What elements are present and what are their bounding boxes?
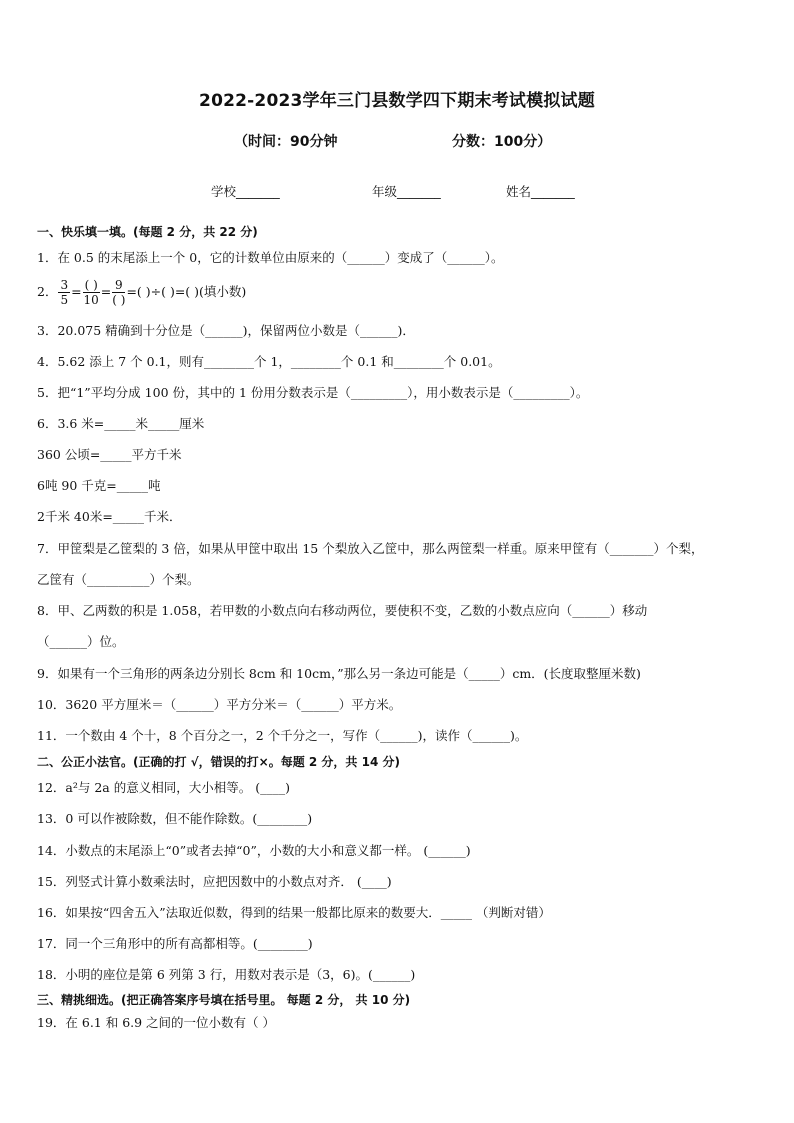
section-2-heading: 二、公正小法官。(正确的打 √，错误的打×。每题 2 分，共 14 分): [37, 755, 400, 769]
fraction-3: $\frac{9}{( )}$: [112, 278, 126, 307]
question-5: 5．把“1”平均分成 100 份，其中的 1 份用分数表示是（_________），用小数表示是（_________）。: [37, 385, 589, 400]
name-field: 姓名_______: [506, 184, 575, 199]
question-2-number: 2．: [37, 284, 58, 299]
question-9: 9．如果有一个三角形的两条边分别长 8cm 和 10cm，”那么另一条边可能是（_____）cm．(长度取整厘米数): [37, 666, 641, 681]
question-10: 10．3620 平方厘米＝（______）平方分米＝（______）平方米。: [37, 697, 402, 712]
fraction-1: $\frac{3}{5}$: [60, 278, 69, 307]
school-field: 学校_______: [211, 184, 280, 199]
question-16: 16．如果按“四舍五入”法取近似数，得到的结果一般都比原来的数要大．_____ （判断对错）: [37, 905, 551, 920]
page-title: 2022-2023学年三门县数学四下期末考试模拟试题: [199, 91, 595, 111]
question-6c: 6吨 90 千克=_____吨: [37, 478, 161, 493]
question-3: 3．20.075 精确到十分位是（______)，保留两位小数是（______)．: [37, 323, 415, 338]
question-6b: 360 公顷=_____平方千米: [37, 447, 182, 462]
question-6a: 6．3.6 米=_____米_____厘米: [37, 416, 205, 431]
question-18: 18．小明的座位是第 6 列第 3 行，用数对表示是（3，6)。(______): [37, 967, 416, 982]
question-14: 14．小数点的末尾添上“0”或者去掉“0”，小数的大小和意义都一样。 (______): [37, 843, 471, 858]
question-12: 12．a²与 2a 的意义相同，大小相等。 (____): [37, 780, 290, 795]
question-2-suffix: =( )÷( )=( )(填小数): [126, 284, 247, 299]
question-8b: （______）位。: [37, 634, 125, 649]
question-19: 19．在 6.1 和 6.9 之间的一位小数有（ ）: [37, 1015, 276, 1030]
question-11: 11．一个数由 4 个十，8 个百分之一，2 个千分之一，写作（______)，读作（______)。: [37, 728, 528, 743]
question-1: 1．在 0.5 的末尾添上一个 0，它的计数单位由原来的（______）变成了（______）。: [37, 250, 504, 265]
section-3-heading: 三、精挑细选。(把正确答案序号填在括号里。 每题 2 分， 共 10 分): [37, 993, 411, 1007]
question-15: 15．列竖式计算小数乘法时，应把因数中的小数点对齐． (____): [37, 874, 392, 889]
fraction-2: $\frac{( )}{10}$: [83, 278, 99, 307]
question-13: 13．0 可以作被除数，但不能作除数。(________): [37, 811, 313, 826]
exam-time: （时间：90分钟: [234, 134, 338, 150]
question-17: 17．同一个三角形中的所有高都相等。(________): [37, 936, 313, 951]
question-8a: 8．甲、乙两数的积是 1.058，若甲数的小数点向右移动两位，要使积不变，乙数的小数点应向（______）移动: [37, 603, 648, 618]
grade-field: 年级_______: [372, 184, 441, 199]
question-7b: 乙筐有（__________）个梨。: [37, 572, 200, 587]
question-6d: 2千米 40米=_____千米．: [37, 509, 182, 524]
question-7a: 7．甲筐梨是乙筐梨的 3 倍，如果从甲筐中取出 15 个梨放入乙筐中，那么两筐梨一样重。原来甲筐有（_______）个梨，: [37, 541, 704, 556]
question-2: 2． $\frac{3}{5}$ = $\frac{( )}{10}$ = $\frac{9}{( )}$ =( )÷( )=( )(填小数): [37, 278, 247, 307]
exam-score: 分数：100分）: [452, 134, 552, 150]
section-1-heading: 一、快乐填一填。(每题 2 分，共 22 分): [37, 225, 258, 239]
question-4: 4．5.62 添上 7 个 0.1，则有________个 1，________个 0.1 和________个 0.01。: [37, 354, 501, 369]
